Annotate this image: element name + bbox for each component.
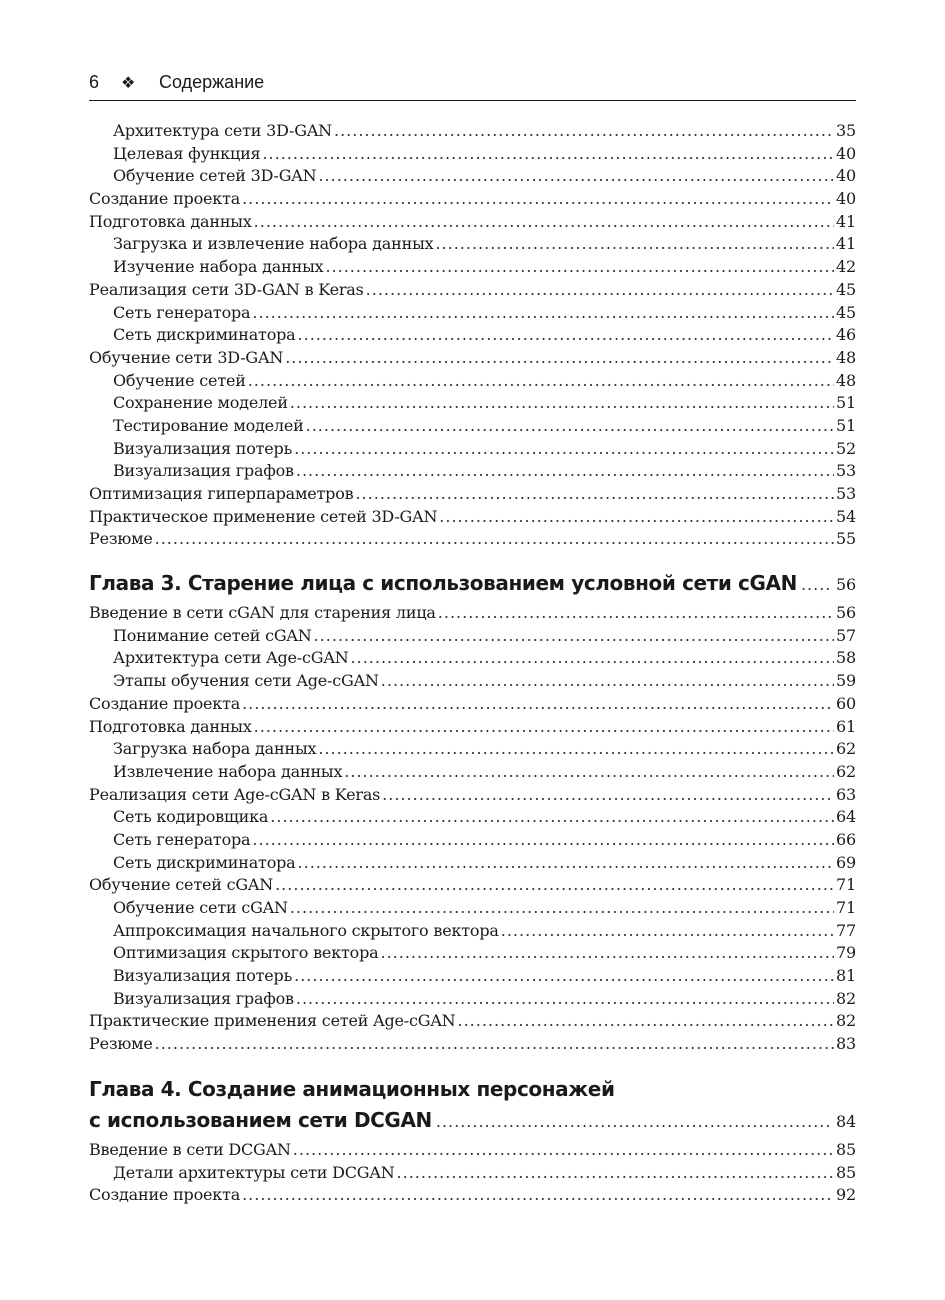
page-number: 6 — [89, 72, 100, 92]
toc-entry-page: 40 — [836, 166, 856, 186]
dot-leader — [457, 1010, 834, 1033]
toc-entry-page: 46 — [836, 325, 856, 345]
toc-entry[interactable] — [89, 897, 856, 920]
toc-entry-page: 71 — [836, 875, 856, 895]
toc-entry[interactable] — [89, 233, 856, 256]
toc-entry-page: 48 — [836, 347, 856, 367]
dot-leader — [242, 693, 834, 716]
toc-entry[interactable] — [89, 1033, 856, 1056]
toc-entry-page: 62 — [836, 739, 856, 759]
toc-entry-title: Целевая функция — [113, 143, 261, 163]
dot-leader — [296, 988, 834, 1011]
toc-entry-page: 40 — [836, 189, 856, 209]
running-title: Содержание — [159, 72, 265, 92]
toc-entry-title: Понимание сетей cGAN — [113, 625, 312, 645]
dot-leader — [366, 279, 834, 302]
toc-entry-page: 53 — [836, 484, 856, 503]
dot-leader — [296, 460, 834, 483]
toc-entry-page: 60 — [836, 693, 856, 713]
toc-entry[interactable] — [89, 347, 856, 370]
toc-entry-title: Архитектура сети 3D-GAN — [113, 121, 332, 140]
toc-entry[interactable] — [89, 438, 856, 461]
toc-entry-title: Визуализация потерь — [113, 966, 293, 986]
dot-leader — [501, 920, 834, 943]
toc-entry-page: 41 — [836, 234, 856, 254]
toc-entry[interactable] — [89, 1184, 856, 1207]
toc-entry[interactable] — [89, 506, 856, 529]
dot-leader — [801, 570, 832, 600]
dot-leader — [262, 143, 834, 166]
toc-entry-page: 85 — [836, 1162, 856, 1182]
toc-entry-title: Подготовка данных — [89, 211, 252, 231]
toc-entry-page: 55 — [836, 529, 856, 549]
toc-entry-title: Сеть генератора — [113, 829, 251, 849]
toc-entry[interactable] — [89, 370, 856, 393]
toc-entry-page: 61 — [836, 716, 856, 736]
toc-entry-page: 51 — [836, 393, 856, 413]
toc-entry-title: Создание проекта — [89, 189, 241, 209]
toc-entry-title: Загрузка набора данных — [113, 739, 317, 759]
toc-entry[interactable] — [89, 852, 856, 875]
toc-entry[interactable] — [89, 716, 856, 739]
toc-entry-title: Подготовка данных — [89, 716, 252, 736]
toc-entry[interactable] — [89, 942, 856, 965]
dot-leader — [270, 806, 834, 829]
toc-entry-title: Резюме — [89, 1034, 153, 1054]
toc-entry-page: 83 — [836, 1034, 856, 1054]
toc-entry[interactable] — [89, 211, 856, 234]
toc-entry-title: Оптимизация гиперпараметров — [89, 484, 354, 503]
toc-entry[interactable] — [89, 738, 856, 761]
chapter-heading[interactable] — [89, 1073, 856, 1135]
toc-entry-title: Тестирование моделей — [113, 415, 304, 435]
toc-entry-page: 82 — [836, 1011, 856, 1031]
dot-leader — [155, 1033, 834, 1056]
toc-entry-page: 41 — [836, 211, 856, 231]
toc-entry-title: Изучение набора данных — [113, 257, 324, 277]
toc-entry-page: 35 — [836, 121, 856, 140]
toc-entry[interactable] — [89, 806, 856, 829]
dot-leader — [155, 528, 834, 551]
toc-entry[interactable] — [89, 625, 856, 648]
toc-entry-page: 45 — [836, 279, 856, 299]
toc-entry-page: 77 — [836, 920, 856, 940]
toc-entry-title: Сеть дискриминатора — [113, 852, 296, 872]
toc-entry-page: 48 — [836, 370, 856, 390]
dot-leader — [252, 829, 834, 852]
running-header — [89, 72, 856, 101]
toc-entry[interactable] — [89, 988, 856, 1011]
dot-leader — [382, 784, 834, 807]
toc-entry-title: Реализация сети Age-cGAN в Keras — [89, 784, 381, 804]
toc-page — [89, 72, 856, 1207]
toc-entry-page: 58 — [836, 648, 856, 668]
dot-leader — [380, 942, 834, 965]
dot-leader — [381, 670, 834, 693]
toc-entry-title: Визуализация графов — [113, 988, 294, 1008]
dot-leader — [242, 1184, 834, 1207]
toc-entry[interactable] — [89, 602, 856, 625]
dot-leader — [306, 415, 834, 438]
ornament-icon: ❖ — [121, 75, 136, 92]
toc-entry[interactable] — [89, 1162, 856, 1185]
dot-leader — [438, 602, 834, 625]
dot-leader — [351, 647, 834, 670]
dot-leader — [252, 302, 834, 325]
toc-entry-page: 63 — [836, 784, 856, 804]
toc-entry[interactable] — [89, 302, 856, 325]
chapter-title-line: с использованием сети DCGAN — [89, 1107, 432, 1132]
dot-leader — [436, 1107, 832, 1137]
toc-entry[interactable] — [89, 829, 856, 852]
toc-entry-page: 56 — [836, 603, 856, 623]
chapter-title-row — [89, 568, 856, 598]
toc-entry-title: Извлечение набора данных — [113, 761, 343, 781]
toc-entry[interactable] — [89, 392, 856, 415]
toc-entry-page: 66 — [836, 829, 856, 849]
toc-entry[interactable] — [89, 324, 856, 347]
toc-entry-page: 85 — [836, 1139, 856, 1159]
toc-entry-title: Практическое применение сетей 3D-GAN — [89, 506, 438, 526]
dot-leader — [293, 1139, 834, 1162]
toc-entry[interactable] — [89, 256, 856, 279]
toc-entry-title: Сеть кодировщика — [113, 807, 269, 827]
toc-entry-title: Визуализация графов — [113, 461, 294, 481]
dot-leader — [439, 506, 834, 529]
toc-entry-title: Сеть дискриминатора — [113, 325, 296, 345]
toc-entry[interactable] — [89, 1010, 856, 1033]
toc-entry-title: Загрузка и извлечение набора данных — [113, 234, 434, 254]
dot-leader — [290, 897, 834, 920]
toc-entry[interactable] — [89, 279, 856, 302]
toc-entry-title: Реализация сети 3D-GAN в Keras — [89, 279, 364, 299]
toc-entry-title: Обучение сетей 3D-GAN — [113, 166, 317, 186]
toc-entry-title: Введение в сети DCGAN — [89, 1139, 291, 1159]
dot-leader — [275, 874, 834, 897]
dot-leader — [242, 188, 834, 211]
toc-entry[interactable] — [89, 120, 856, 143]
toc-entry-title: Аппроксимация начального скрытого вектора — [113, 920, 499, 940]
dot-leader — [314, 625, 834, 648]
toc-entry-page: 62 — [836, 761, 856, 781]
toc-entry-title: Сеть генератора — [113, 302, 251, 322]
dot-leader — [325, 256, 834, 279]
toc-entry-page: 45 — [836, 302, 856, 322]
toc-entry-title: Детали архитектуры сети DCGAN — [113, 1162, 395, 1182]
dot-leader — [298, 852, 834, 875]
toc-entry[interactable] — [89, 761, 856, 784]
table-of-contents — [89, 120, 856, 1207]
toc-entry-title: Оптимизация скрытого вектора — [113, 943, 379, 963]
toc-entry[interactable] — [89, 784, 856, 807]
dot-leader — [318, 165, 834, 188]
chapter-title-row — [89, 1105, 856, 1135]
toc-entry-page: 81 — [836, 966, 856, 986]
toc-entry-page: 69 — [836, 852, 856, 872]
toc-entry-title: Обучение сетей — [113, 370, 246, 390]
toc-entry-page: 53 — [836, 461, 856, 481]
dot-leader — [294, 438, 834, 461]
toc-entry-page: 82 — [836, 988, 856, 1008]
toc-entry-page: 51 — [836, 415, 856, 435]
toc-entry-title: Визуализация потерь — [113, 438, 293, 458]
dot-leader — [318, 738, 834, 761]
dot-leader — [290, 392, 834, 415]
toc-entry-page: 79 — [836, 943, 856, 963]
toc-entry-page: 92 — [836, 1185, 856, 1205]
toc-entry-page: 54 — [836, 506, 856, 526]
dot-leader — [294, 965, 834, 988]
dot-leader — [254, 716, 834, 739]
toc-entry[interactable] — [89, 965, 856, 988]
toc-entry[interactable] — [89, 647, 856, 670]
dot-leader — [285, 347, 834, 370]
toc-entry-title: Сохранение моделей — [113, 393, 288, 413]
toc-entry[interactable] — [89, 188, 856, 211]
toc-entry[interactable] — [89, 670, 856, 693]
toc-entry-title: Создание проекта — [89, 693, 241, 713]
chapter-heading[interactable] — [89, 568, 856, 598]
dot-leader — [248, 370, 834, 393]
toc-section — [89, 1073, 856, 1207]
toc-entry-page: 59 — [836, 671, 856, 691]
chapter-page-number: 56 — [836, 575, 856, 595]
toc-entry-page: 42 — [836, 257, 856, 277]
toc-entry-page: 57 — [836, 625, 856, 645]
toc-entry-title: Обучение сети 3D-GAN — [89, 347, 284, 367]
chapter-page-number: 84 — [836, 1111, 856, 1131]
dot-leader — [355, 483, 834, 506]
dot-leader — [334, 120, 834, 143]
toc-entry[interactable] — [89, 143, 856, 166]
toc-entry[interactable] — [89, 415, 856, 438]
toc-entry-title: Резюме — [89, 529, 153, 549]
toc-entry[interactable] — [89, 1139, 856, 1162]
dot-leader — [435, 233, 834, 256]
toc-entry-title: Обучение сети cGAN — [113, 898, 288, 917]
toc-entry-title: Создание проекта — [89, 1185, 241, 1205]
dot-leader — [344, 761, 834, 784]
toc-entry[interactable] — [89, 528, 856, 551]
toc-entry-title: Обучение сетей cGAN — [89, 875, 274, 895]
toc-entry-page: 52 — [836, 438, 856, 458]
toc-entry[interactable] — [89, 460, 856, 483]
dot-leader — [397, 1162, 834, 1185]
toc-section — [89, 120, 856, 551]
dot-leader — [254, 211, 834, 234]
chapter-title-line: Глава 4. Создание анимационных персонажей — [89, 1076, 615, 1101]
toc-entry-title: Практические применения сетей Age-cGAN — [89, 1011, 456, 1031]
toc-entry-page: 40 — [836, 143, 856, 163]
chapter-title-line: Глава 3. Старение лица с использованием условной сети cGAN — [89, 571, 797, 596]
toc-entry-title: Этапы обучения сети Age-cGAN — [113, 671, 379, 691]
toc-entry-title: Архитектура сети Age-cGAN — [113, 648, 349, 668]
toc-entry[interactable] — [89, 874, 856, 897]
toc-entry[interactable] — [89, 693, 856, 716]
toc-entry-title: Введение в сети cGAN для старения лица — [89, 603, 436, 623]
toc-entry[interactable] — [89, 165, 856, 188]
dot-leader — [298, 324, 834, 347]
toc-entry[interactable] — [89, 920, 856, 943]
toc-entry-page: 71 — [836, 898, 856, 917]
toc-entry-page: 64 — [836, 807, 856, 827]
toc-entry[interactable] — [89, 483, 856, 506]
toc-section — [89, 568, 856, 1056]
